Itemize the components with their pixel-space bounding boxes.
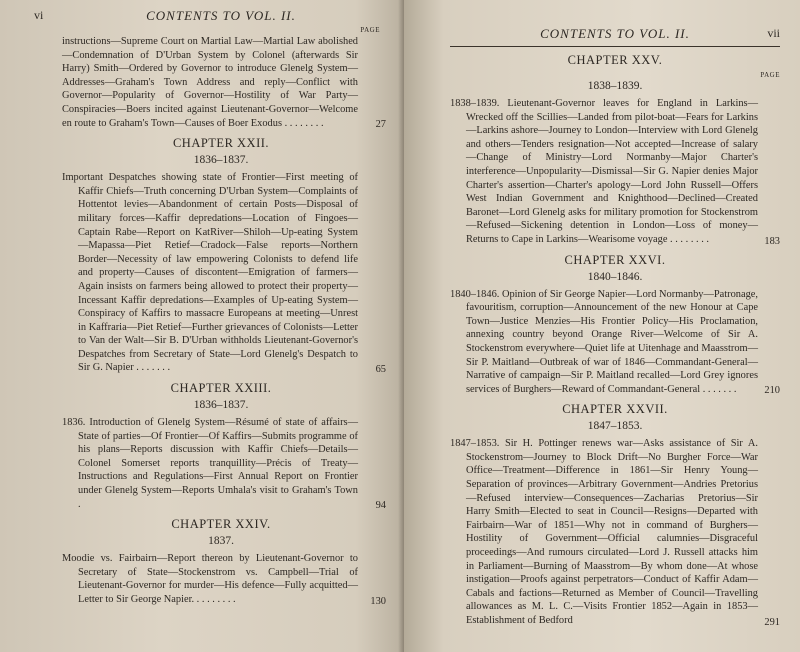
chapter-years: 1837. xyxy=(208,535,234,548)
chapter-heading: CHAPTER XXVII. xyxy=(562,402,668,417)
chapter-page-number: 183 xyxy=(764,235,780,247)
chapter-heading: CHAPTER XXIV. xyxy=(171,517,271,532)
chapter-years: 1838–1839. xyxy=(587,80,643,92)
continuation-entry xyxy=(62,35,386,131)
right-page-label: PAGE xyxy=(760,71,780,79)
chapter-summary: Important Despatches showing state of Frontier—First meeting of Kaffir Chiefs—Truth concerning D'Urban System—Complaints of Hottentot levies—Abandonment of certain Posts—Disposal of military forces—Kaffir depredations—Location of Fingoes—Captain Rabe—Report on KatRiver—Shiloh—Up-eating System—Mapassa—Piet Retief—Cradock—False reports—Northern Border—Necessity of law empowering Colonists to defend life and property—Causes of discontent—Emigration of farmers—Again insists on farmers being allowed to protect their property—Incessant Kaffir depredations—Examples of Up-eating System—Conspiracy of Kaffirs to massacre Europeans at meeting—Unrest in Kaffraria—Piet Retief—Further grievances of Colonists—Letter to Van der Walt—Sir B. D'Urban withholds Lieutenant-Governor's Despatches from Secretary of State—Lord Glenelg's Despatch to Sir G. Napier . . . . . . . xyxy=(62,172,358,374)
left-running-head xyxy=(34,8,380,26)
chapter-years: 1836–1837. xyxy=(193,399,249,412)
left-page-label: PAGE xyxy=(360,26,380,34)
right-folio: vii xyxy=(767,26,780,40)
chapter-summary: Moodie vs. Fairbairn—Report thereon by Lieutenant-Governor to Secretary of State—Stockenstrom vs. Campbell—Trial of Lieutenant-Governor for murder—His defence—Fully acquitted—Letter to Sir George Napier. . . . . . . . . xyxy=(62,553,358,605)
chapter-summary: 1840–1846. Opinion of Sir George Napier—Lord Normanby—Patronage, favouritism, corruption—Announcement of the new Honour at Cape Town—Justice Menzies—His Frontier Policy—His Proclamation, annexing country beyond Orange River—Welcome of Sir A. Stockenstrom everywhere—Quiet life at Uitenhage and Maasstrom—Sir P. Maitland—Outbreak of war of 1846—Commandant-General—Narrative of campaign—Sir P. Maitland recalled—Lord Grey ignores services of Burghers—Reward of Commandant-General . . . . . . . xyxy=(450,288,759,395)
chapter-years: 1836–1837. xyxy=(193,154,249,167)
chapter-entry xyxy=(450,437,780,627)
chapter-page-number: 210 xyxy=(764,385,780,397)
chapter-heading: CHAPTER XXIII. xyxy=(170,381,272,396)
right-running-head xyxy=(450,26,780,44)
continuation-page-number: 27 xyxy=(375,119,386,131)
chapter-entry xyxy=(62,552,386,607)
chapter-years: 1847–1853. xyxy=(587,420,643,433)
chapter-entry xyxy=(62,171,386,376)
chapter-heading: CHAPTER XXV. xyxy=(567,53,663,67)
chapter-summary: 1847–1853. Sir H. Pottinger renews war—Asks assistance of Sir A. Stockenstrom—Journey to Block Drift—No Burgher Force—War Office—Treatment—Difference in 1861—Sir Henry Young—Separation of provinces—Arbitrary Government—Andries Pretorius—Refused interview—Consequences—Zacharias Pretorius—Sir Harry Smith—Elected to seat in Council—Resigns—Departed with Fairbairn—War of 1851—Why not in command of Burghers—Hostility of Government—Official calumnies—Disgraceful proceedings—And rumours circulated—Lord J. Russell attacks him in Parliament—Burning of Maasstrom—By whom done—At whose instigation—Proofs against perpetrators—Conduct of Kaffir Adam—Cabals and factions—Returned as Member of Council—Travelling allowances as M. L. C.—Visits Frontier 1852—Again in 1853—Establishment of Bedford xyxy=(450,438,758,626)
left-folio: vi xyxy=(34,8,44,22)
chapter-heading: CHAPTER XXVI. xyxy=(564,252,666,267)
right-running-title: CONTENTS TO VOL. II. xyxy=(540,26,690,41)
continuation-text: instructions—Supreme Court on Martial Law—Martial Law abolished—Condemnation of D'Urban System by Colonel (afterwards Sir Harry) Smith—Ordered by Governor to introduce Glenelg System—Addresses—Graham's Town Address and reply—Conflict with Governor—Popularity of Governor—Hostility of War Party—Conspiracies—Boers incited against Lieutenant-Governor—Welcome en route to Graham's Town—Causes of Boer Exodus . . . . . . . . xyxy=(62,36,358,129)
chapter-years: 1840–1846. xyxy=(587,270,643,283)
left-running-title: CONTENTS TO VOL. II. xyxy=(146,8,296,23)
chapter-page-number: 94 xyxy=(375,500,386,512)
chapter-entry xyxy=(450,97,780,247)
chapter-heading: CHAPTER XXII. xyxy=(172,136,270,151)
header-rule xyxy=(450,46,780,47)
chapter-entry xyxy=(450,288,780,397)
chapter-entry xyxy=(62,416,386,512)
chapter-page-number: 65 xyxy=(375,364,386,376)
chapter-summary: 1838–1839. Lieutenant-Governor leaves for England in Larkins—Wrecked off the Scillies—Landed from pilot-boat—Fears for Larkins—Larkins ashore—Journey to London—Interview with Lord Glenelg and others—Tenders resignation—Not accepted—Increase of salary—Change of Ministry—Lord Normanby—Major Charter's interference—Unpopularity—Dismissal—Sir G. Napier denies Major Charter's assertion—Charter's apology—Lord John Russell—Offers West Indian Government and Knighthood—Declined—Created Baronet—Lord Glenelg asks for military promotion for Stockenstrom—Refused—Sickening detention in London—Loss of money—Returns to Cape in Larkins—Wearisome voyage . . . . . . . . xyxy=(450,98,758,245)
right-page xyxy=(404,0,800,652)
chapter-page-number: 291 xyxy=(764,616,780,628)
chapter-page-number: 130 xyxy=(370,595,386,607)
chapter-summary: 1836. Introduction of Glenelg System—Résumé of state of affairs—State of parties—Of Frontier—Of Kaffirs—Submits programme of his plans—Reports discussion with Kaffir Chiefs—Details—Colonel Somerset reports tranquillity—Précis of Treaty—Instructions and Regulations—First Annual Report on Frontier under Glenelg System—Reports Umhala's visit to Graham's Town . xyxy=(62,417,358,510)
